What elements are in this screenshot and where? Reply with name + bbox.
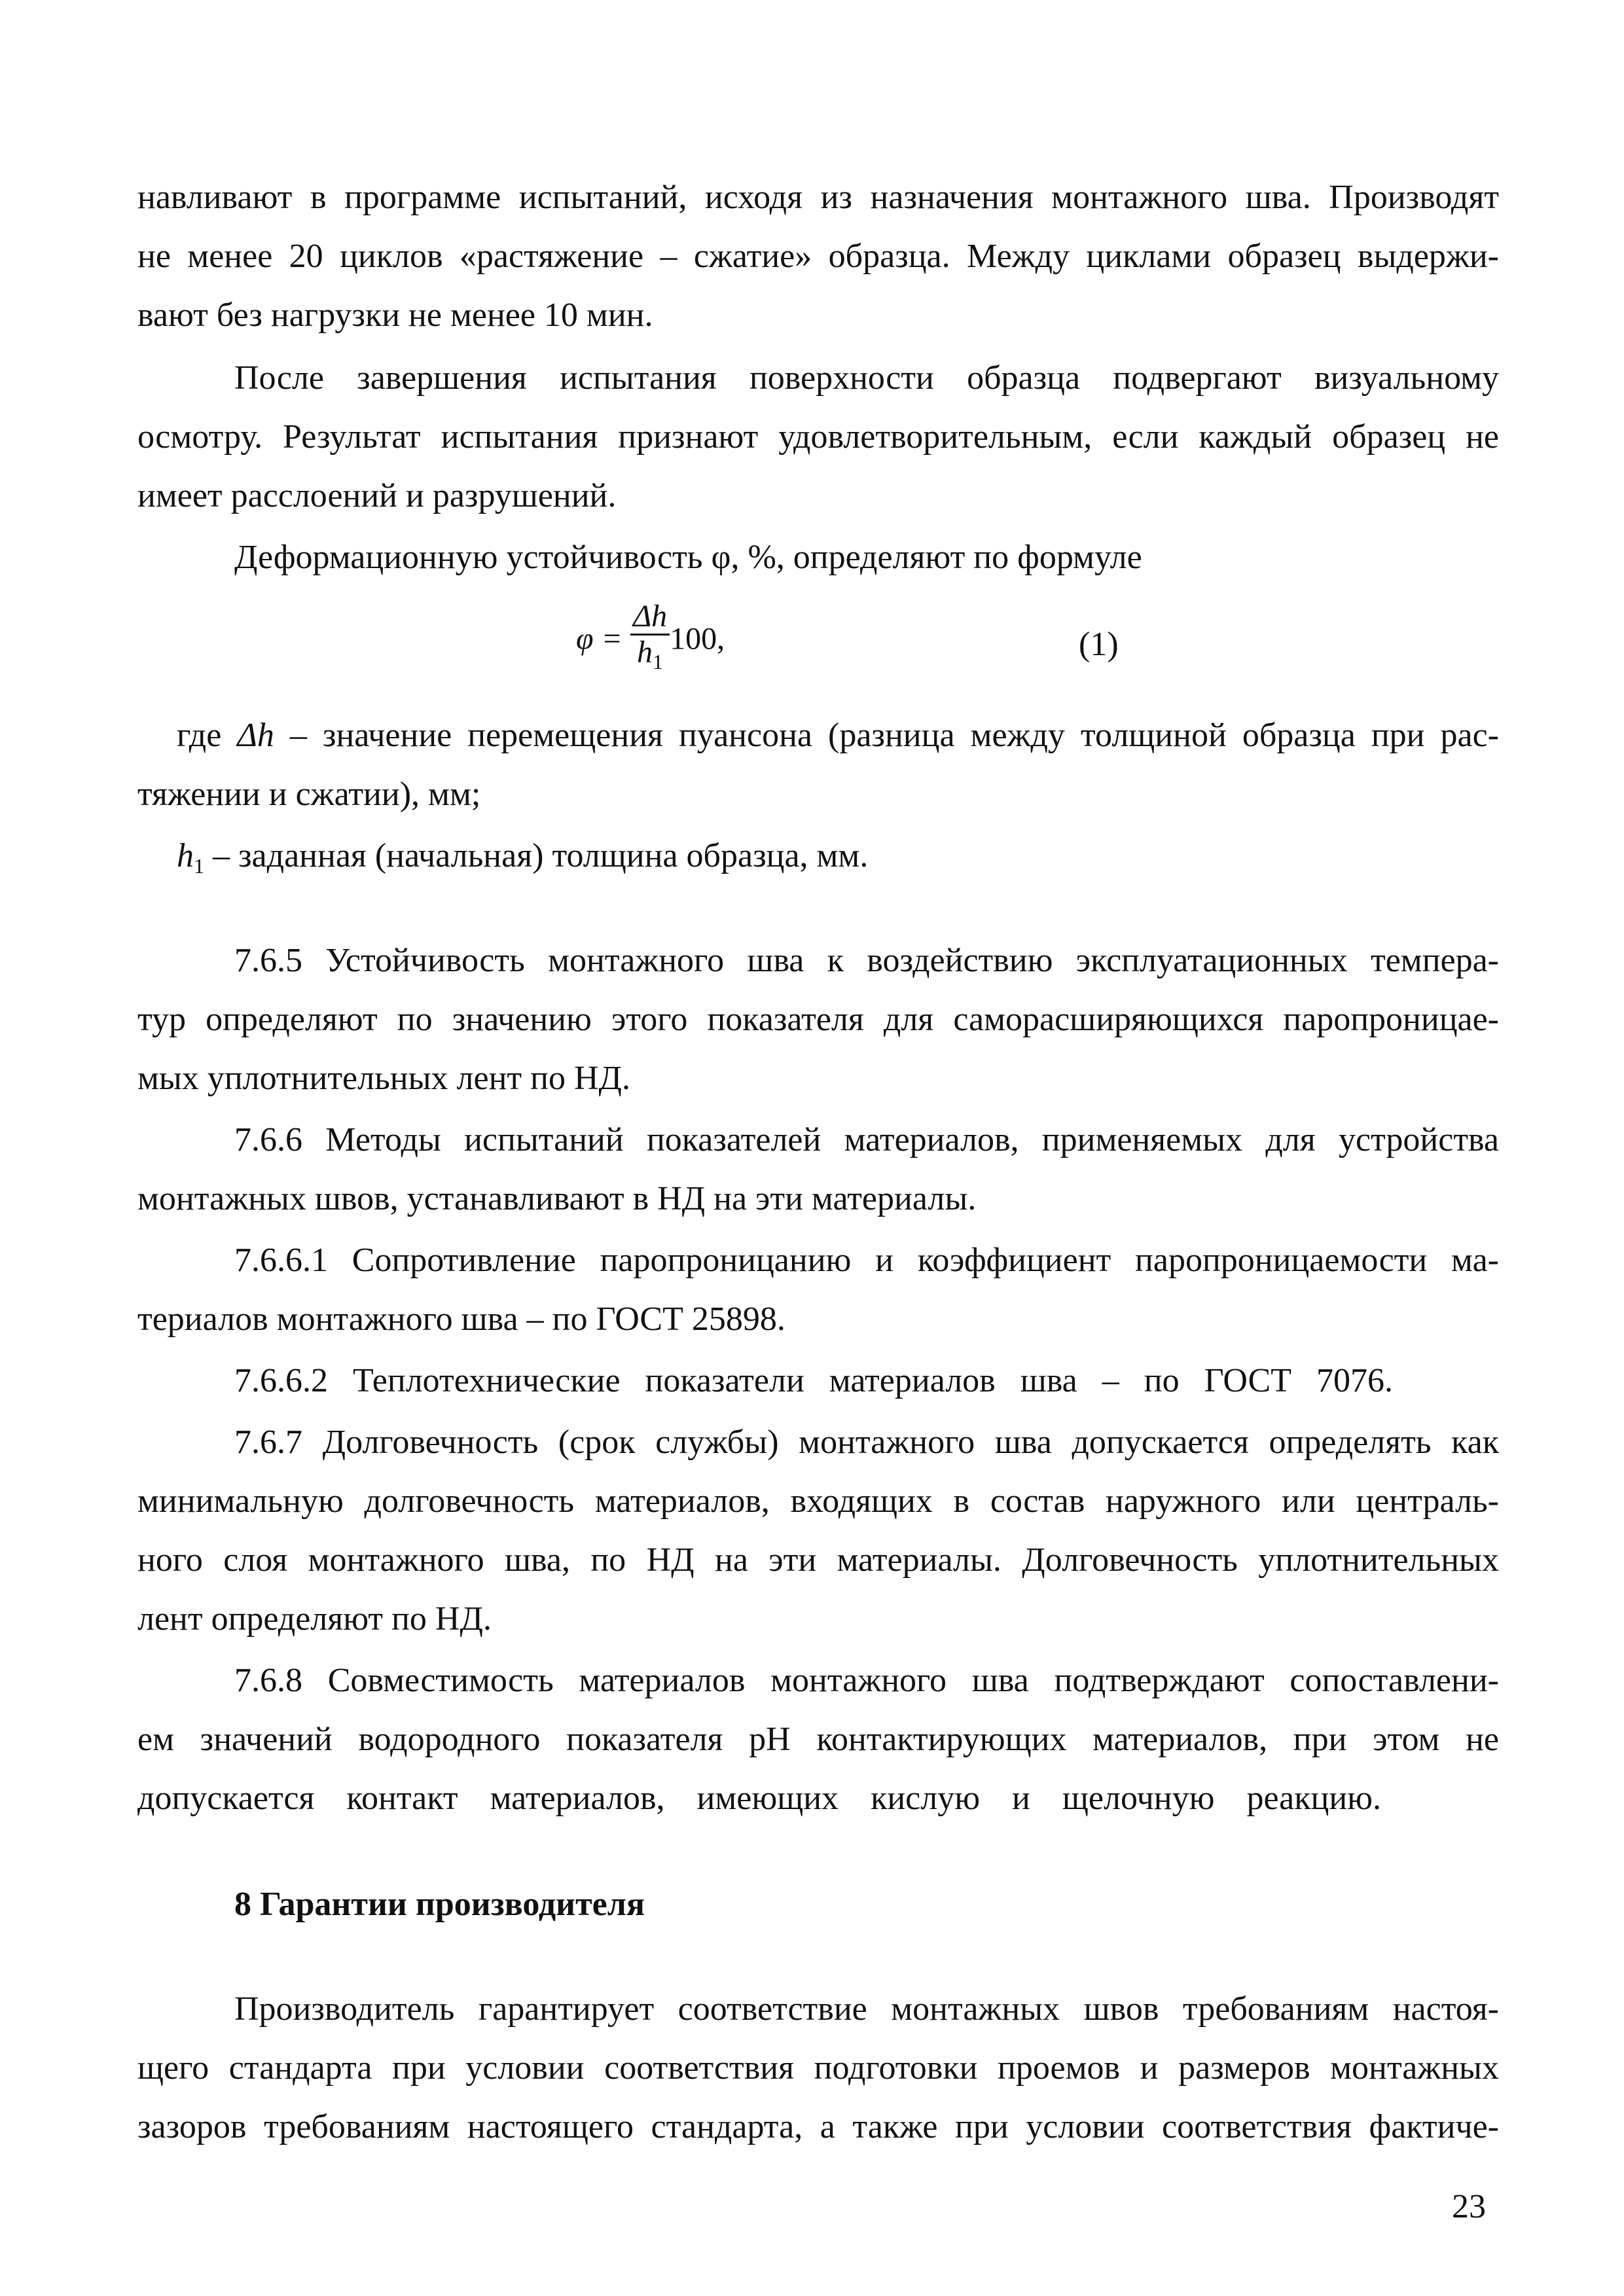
where-line: $h_1$ – заданная (начальная) толщина образца, мм. (177, 837, 869, 878)
page-number: 23 (1452, 2188, 1486, 2225)
text-line: минимальную долговечность материалов, входящих в состав наружного или централь- (137, 1482, 1499, 1520)
formula-intro: Деформационную устойчивость φ, %, определяют по формуле (234, 539, 1142, 576)
text-line: допускается контакт материалов, имеющих кислую и щелочную реакцию. (137, 1780, 1381, 1817)
formula-number: (1) (1079, 626, 1119, 663)
text-line: 7.6.8 Совместимость материалов монтажного шва подтверждают сопоставлени- (234, 1662, 1499, 1699)
text-line: ного слоя монтажного шва, по НД на эти материалы. Долговечность уплотнительных (137, 1541, 1499, 1579)
text-line: Производитель гарантирует соответствие монтажных швов требованиям настоя- (234, 1990, 1499, 2028)
text-line: вают без нагрузки не менее 10 мин. (137, 296, 653, 334)
text-line: имеет расслоений и разрушений. (137, 477, 617, 514)
formula-denominator: $h_1$ (637, 635, 664, 673)
text-line: навливают в программе испытаний, исходя из назначения монтажного шва. Производят (137, 179, 1499, 216)
where-line: тяжении и сжатии), мм; (137, 776, 481, 813)
text-line: щего стандарта при условии соответствия подготовки проемов и размеров монтажных (137, 2049, 1499, 2087)
text-line: 7.6.6 Методы испытаний показателей материалов, применяемых для устройства (234, 1121, 1499, 1158)
text-line: 7.6.7 Долговечность (срок службы) монтажного шва допускается определять как (234, 1424, 1499, 1461)
text-line: не менее 20 циклов «растяжение – сжатие» образца. Между циклами образец выдержи- (137, 238, 1499, 275)
text-line: ем значений водородного показателя рН контактирующих материалов, при этом не (137, 1721, 1499, 1758)
text-line: 7.6.6.2 Теплотехнические показатели материалов шва – по ГОСТ 7076. (234, 1362, 1393, 1399)
formula-factor: 100, (670, 621, 725, 656)
text-line: лент определяют по НД. (137, 1600, 492, 1638)
text-line: териалов монтажного шва – по ГОСТ 25898. (137, 1300, 785, 1338)
formula-numerator: Δh (630, 600, 670, 636)
formula-lhs: φ = (576, 621, 623, 656)
text-line: зазоров требованиям настоящего стандарта, а также при условии соответствия фактиче- (137, 2108, 1499, 2145)
formula-fraction (630, 600, 670, 679)
formula (576, 599, 725, 681)
text-line: осмотру. Результат испытания признают удовлетворительным, если каждый образец не (137, 418, 1499, 456)
text-line: 7.6.6.1 Сопротивление паропроницанию и коэффициент паропроницаемости ма- (234, 1242, 1499, 1279)
text-line: 7.6.5 Устойчивость монтажного шва к воздействию эксплуатационных темпера- (234, 942, 1499, 979)
section-heading: 8 Гарантии производителя (234, 1886, 645, 1923)
text-line: тур определяют по значению этого показателя для саморасширяющихся паропроницае- (137, 1001, 1499, 1038)
text-line: мых уплотнительных лент по НД. (137, 1060, 630, 1097)
text-line: После завершения испытания поверхности образца подвергают визуальному (234, 359, 1499, 397)
text-line: монтажных швов, устанавливают в НД на эти материалы. (137, 1180, 977, 1217)
where-line: где Δh – значение перемещения пуансона (разница между толщиной образца при рас- (177, 717, 1499, 754)
